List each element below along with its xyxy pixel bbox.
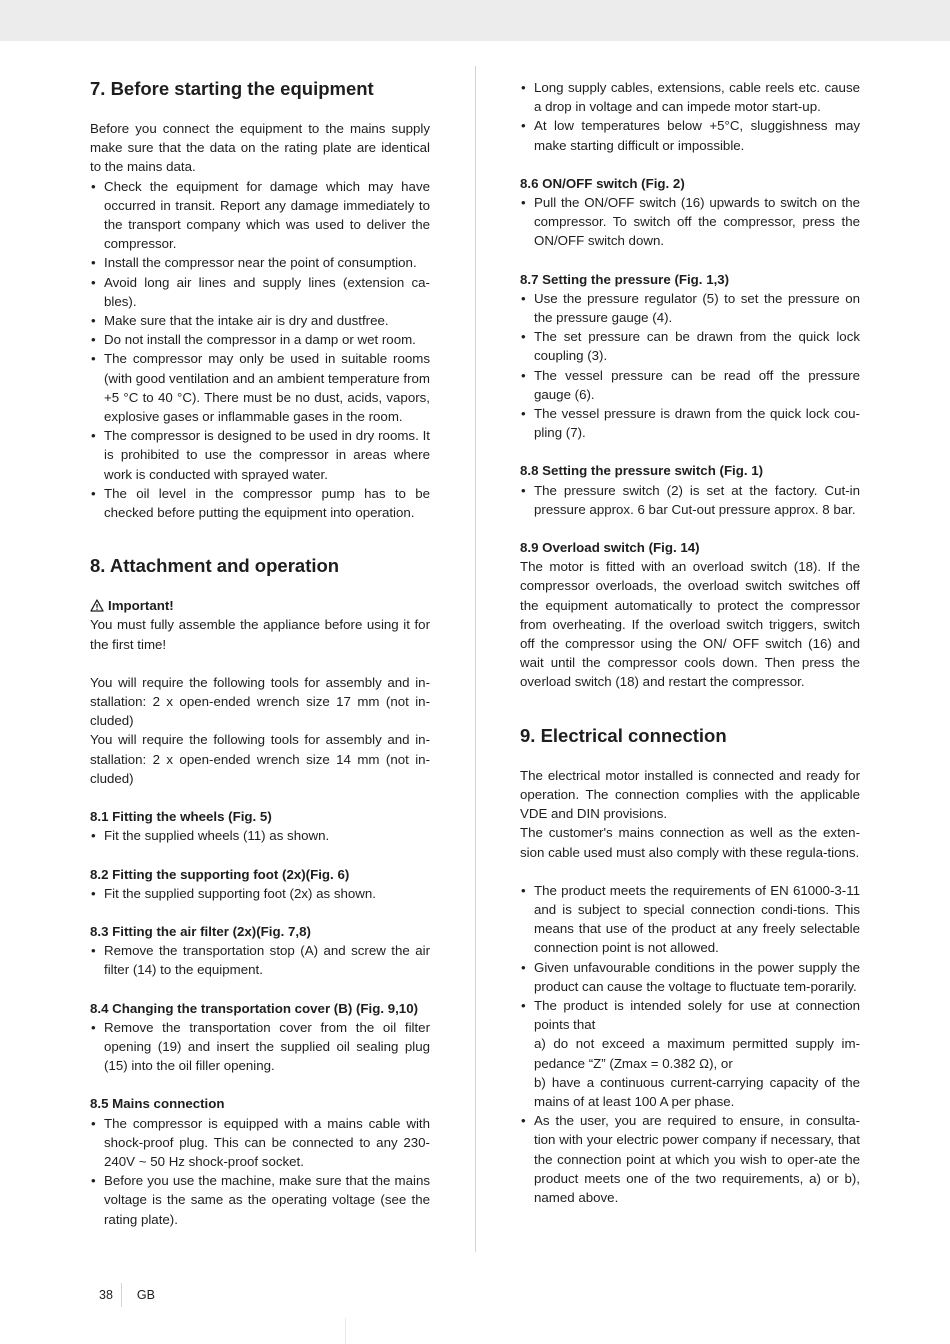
footer-divider <box>121 1283 122 1307</box>
list-item: • Before you use the machine, make sure that the mains voltage is the same as the operating voltage (see the rating plate). <box>90 1171 430 1229</box>
section-8-6-list <box>520 193 860 251</box>
left-column <box>90 78 430 1229</box>
section-8-4-list <box>90 1018 430 1076</box>
list-item: • Use the pressure regulator (5) to set the pressure on the pressure gauge (4). <box>520 289 860 327</box>
section-8-1-list <box>90 826 430 845</box>
list-item: • The compressor is equipped with a mains cable with shock-proof plug. This can be connected to any 230-240V ~ 50 Hz shock-proof socket. <box>90 1114 430 1172</box>
language-code: GB <box>136 1288 155 1302</box>
list-item: • The pressure switch (2) is set at the factory. Cut-in pressure approx. 6 bar Cut-out pressure approx. 8 bar. <box>520 481 860 519</box>
list-item: • Remove the transportation cover from the oil filter opening (19) and insert the supplied oil sealing plug (15) into the oil filler opening. <box>90 1018 430 1076</box>
section-7-list <box>90 177 430 523</box>
section-9-text-1: The electrical motor installed is connected and ready for operation. The connection complies with the applicable VDE and DIN provisions. <box>520 767 860 822</box>
section-8-7-title: 8.7 Setting the pressure (Fig. 1,3) <box>520 271 730 287</box>
top-band <box>0 0 950 41</box>
important-text: You must fully assemble the appliance before using it for the first time! <box>90 617 430 652</box>
list-item: • The vessel pressure can be read off the pressure gauge (6). <box>520 366 860 404</box>
page-footer <box>99 1283 155 1307</box>
section-8-9-title: 8.9 Overload switch (Fig. 14) <box>520 540 700 556</box>
section-8-8-list <box>520 481 860 519</box>
section-8-3-list <box>90 941 430 979</box>
section-9-text-2: The customer's mains connection as well as the exten-sion cable used must also comply with these regula-tions. <box>520 825 860 860</box>
list-item: • Long supply cables, extensions, cable reels etc. cause a drop in voltage and can impede motor start-up. <box>520 78 860 116</box>
list-item: • Install the compressor near the point of consumption. <box>90 253 430 272</box>
list-item: • Pull the ON/OFF switch (16) upwards to switch on the compressor. To switch off the compressor, press the ON/OFF switch down. <box>520 193 860 251</box>
list-item: • Remove the transportation stop (A) and screw the air filter (14) to the equipment. <box>90 941 430 979</box>
important-notice <box>90 596 430 615</box>
list-item: • At low temperatures below +5°C, sluggishness may make starting difficult or impossible. <box>520 116 860 154</box>
right-column <box>520 78 860 1207</box>
section-8-9-text: The motor is fitted with an overload switch (18). If the compressor overloads, the overload switch switches off the equipment automatically to protect the compressor from overheating. If the overload switch triggers, switch off the compressor using the ON/ OFF switch (16) and wait until the compressor cools down. Then press the overload switch (18) and restart the compressor. <box>520 559 860 690</box>
list-item: • Fit the supplied wheels (11) as shown. <box>90 826 430 845</box>
important-label: Important! <box>108 598 174 614</box>
section-8-7-list <box>520 289 860 443</box>
warning-icon <box>90 599 104 612</box>
list-item: • The product meets the requirements of EN 61000-3-11 and is subject to special connection condi-tions. This means that use of the product at any freely selectable connection point is not allowed. <box>520 881 860 958</box>
section-8-4-title: 8.4 Changing the transportation cover (B) (Fig. 9,10) <box>90 1000 419 1016</box>
section-8-1-title: 8.1 Fitting the wheels (Fig. 5) <box>90 809 272 825</box>
section-8-title: 8. Attachment and operation <box>90 555 340 577</box>
list-item: • The compressor may only be used in suitable rooms (with good ventilation and an ambient temperature from +5 °C to 40 °C). There must be no dust, acids, vapors, explosive gases or inflammable gases in the room. <box>90 349 430 426</box>
section-9-list <box>520 881 860 1207</box>
list-item: • The compressor is designed to be used in dry rooms. It is prohibited to use the compressor in areas where work is conducted with sprayed water. <box>90 426 430 484</box>
scan-mark <box>345 1318 346 1344</box>
section-8-8-title: 8.8 Setting the pressure switch (Fig. 1) <box>520 463 764 479</box>
list-item: • Check the equipment for damage which may have occurred in transit. Report any damage immediately to the transport company which was used to deliver the compressor. <box>90 177 430 254</box>
section-8-2-list <box>90 884 430 903</box>
section-8-5-continued-list <box>520 78 860 155</box>
tools-paragraph-1: You will require the following tools for assembly and in-stallation: 2 x open-ended wrench size 17 mm (not in-cluded) <box>90 674 430 729</box>
list-item: • The set pressure can be drawn from the quick lock coupling (3). <box>520 327 860 365</box>
section-8-2-title: 8.2 Fitting the supporting foot (2x)(Fig. 6) <box>90 866 350 882</box>
list-item: • Do not install the compressor in a damp or wet room. <box>90 330 430 349</box>
list-item: • Fit the supplied supporting foot (2x) as shown. <box>90 884 430 903</box>
list-item: • The oil level in the compressor pump has to be checked before putting the equipment into operation. <box>90 484 430 522</box>
list-item: • Given unfavourable conditions in the power supply the product can cause the voltage to fluctuate tem-porarily. <box>520 958 860 996</box>
section-8-5-list <box>90 1114 430 1229</box>
section-8-5-title: 8.5 Mains connection <box>90 1096 225 1112</box>
list-item: • The vessel pressure is drawn from the quick lock cou-pling (7). <box>520 404 860 442</box>
section-7-title: 7. Before starting the equipment <box>90 78 374 99</box>
page-number: 38 <box>99 1288 113 1302</box>
section-9-title: 9. Electrical connection <box>520 724 727 746</box>
section-8-6-title: 8.6 ON/OFF switch (Fig. 2) <box>520 175 685 191</box>
tools-paragraph-2: You will require the following tools for assembly and in-stallation: 2 x open-ended wrench size 14 mm (not in-cluded) <box>90 732 430 786</box>
column-divider <box>475 66 476 1252</box>
section-7-intro: Before you connect the equipment to the mains supply make sure that the data on the rating plate are identical to the mains data. <box>90 121 430 175</box>
list-item: • The product is intended solely for use at connection points that a) do not exceed a maximum permitted supply im-pedance “Z” (Zmax = 0.382 Ω), or b) have a continuous current-carrying capacity of the mains of at least 100 A per phase. <box>520 996 860 1111</box>
list-item: • As the user, you are required to ensure, in consulta-tion with your electric power company if necessary, that the connection point at which you wish to oper-ate the product meets one of the two requirements, a) or b), named above. <box>520 1111 860 1207</box>
list-item: • Make sure that the intake air is dry and dustfree. <box>90 311 430 330</box>
list-item: • Avoid long air lines and supply lines (extension ca-bles). <box>90 273 430 311</box>
section-8-3-title: 8.3 Fitting the air filter (2x)(Fig. 7,8) <box>90 923 311 939</box>
